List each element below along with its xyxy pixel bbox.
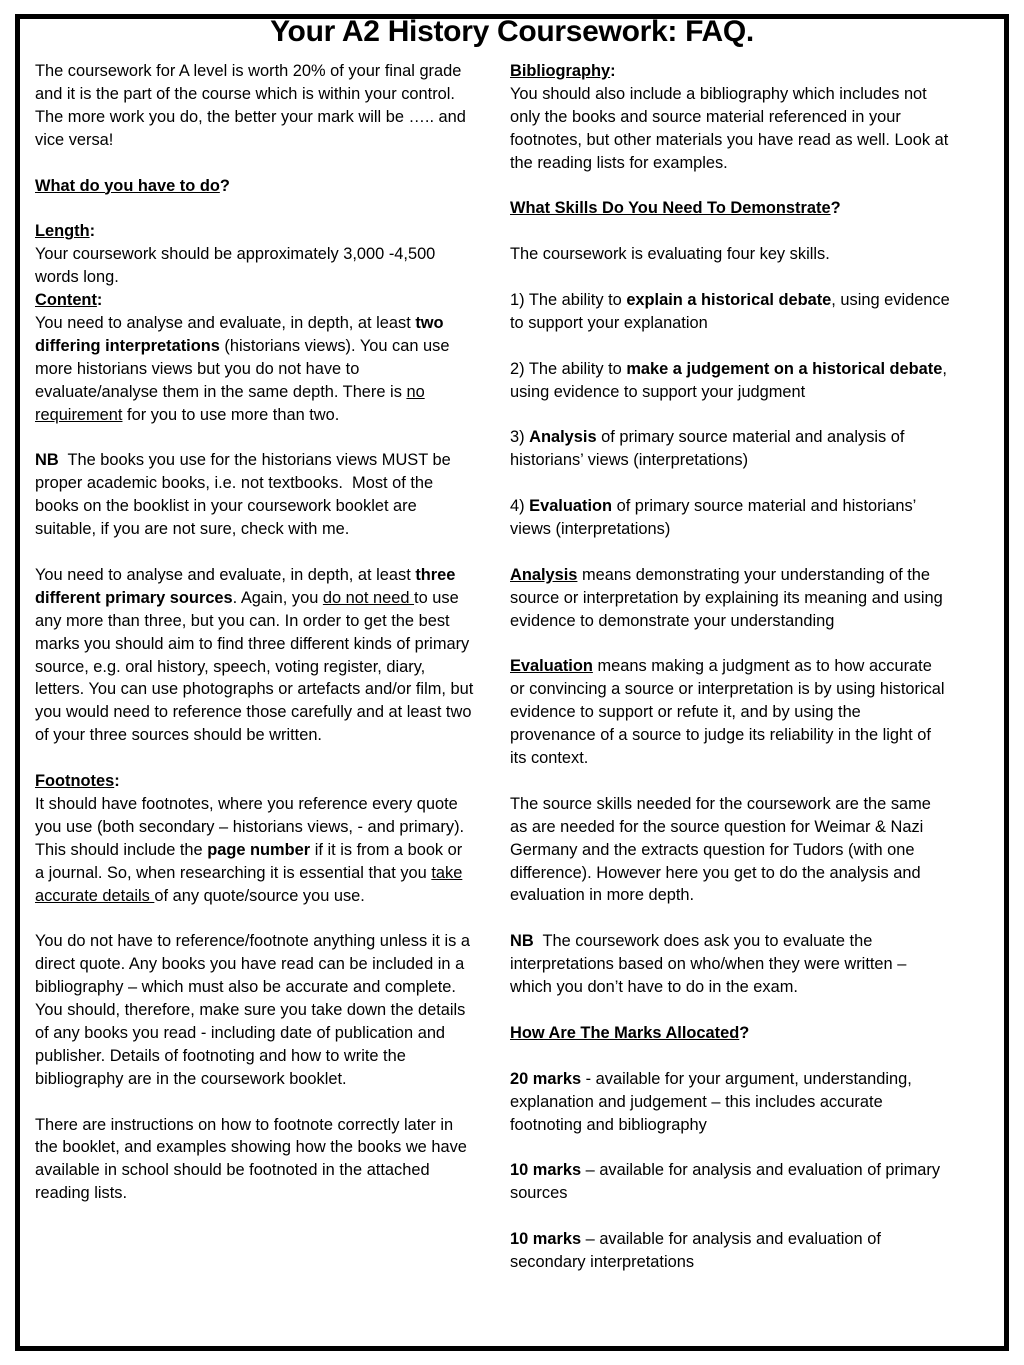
bibliography-paragraph: You should also include a bibliography which includes not only the books and source material referenced in your footnotes, but other materials you have read as well. Look at the reading lists for examples. — [510, 84, 949, 172]
length-heading: Length: — [35, 222, 96, 241]
content-paragraph-2: You need to analyse and evaluate, in depth, at least three different primary sources. Again, you do not need to use any more than three, but you can. In order to get the best marks you should aim to find three different kinds of primary source, e.g. oral history, speech, voting register, diary, letters. You can use photographs or artefacts and/or film, but you would need to reference those carefully and at least two of your three sources should be written. — [35, 565, 474, 745]
analysis-definition: Analysis means demonstrating your understanding of the source or interpretation by explaining its meaning and using evidence to demonstrate your understanding — [510, 565, 943, 630]
bibliography-heading: Bibliography: — [510, 62, 616, 80]
what-heading: What do you have to do? — [35, 176, 230, 195]
nb-paragraph: NB The books you use for the historians views MUST be proper academic books, i.e. not textbooks. Most of the books on the booklist in your coursework booklet are suitable, if you are not sure, check with me. — [35, 451, 456, 539]
evaluation-definition: Evaluation means making a judgment as to how accurate or convincing a source or interpretation is by using historical evidence to support or refute it, and by using the provenance of a source to judge its reliability in the light of its context. — [510, 657, 945, 768]
length-paragraph: Your coursework should be approximately 3,000 -4,500 words long. — [35, 245, 436, 287]
content-heading: Content: — [35, 291, 103, 310]
skills-intro: The coursework is evaluating four key skills. — [510, 245, 830, 264]
source-skills-paragraph: The source skills needed for the coursework are the same as are needed for the source question for Weimar & Nazi Germany and the extracts question for Tudors (with one difference). However here you get to do the analysis and evaluation in more depth. — [510, 794, 931, 905]
skill-3: 3) Analysis of primary source material and analysis of historians’ views (interpretations) — [510, 428, 905, 470]
footnotes-paragraph: It should have footnotes, where you reference every quote you use (both secondary – historians views, - and primary). This should include the page number if it is from a book or a journal. So, when researching it is essential that you take accurate details of any quote/source you use. — [35, 794, 465, 905]
right-column — [510, 60, 950, 1274]
footnotes-heading: Footnotes: — [35, 772, 120, 791]
page-title: Your A2 History Coursework: FAQ. — [270, 15, 754, 48]
marks-item-1: 20 marks - available for your argument, understanding, explanation and judgement – this includes accurate footnoting and bibliography — [510, 1069, 912, 1134]
skill-1: 1) The ability to explain a historical debate, using evidence to support your explanation — [510, 291, 950, 332]
instructions-paragraph: There are instructions on how to footnote correctly later in the booklet, and examples showing how the books we have available in school should be footnoted in the attached reading lists. — [35, 1115, 467, 1203]
marks-item-3: 10 marks – available for analysis and evaluation of secondary interpretations — [510, 1230, 881, 1271]
left-column — [35, 60, 475, 1205]
skill-4: 4) Evaluation of primary source material and historians’ views (interpretations) — [510, 497, 916, 539]
nb-paragraph-right: NB The coursework does ask you to evaluate the interpretations based on who/when they were written – which you don’t have to do in the exam. — [510, 932, 911, 997]
reference-paragraph: You do not have to reference/footnote anything unless it is a direct quote. Any books you have read can be included in a bibliography – which must also be accurate and complete. You should, therefore, make sure you take down the details of any books you read - including date of publication and publisher. Details of footnoting and how to write the bibliography are in the coursework booklet. — [35, 932, 470, 1088]
marks-heading: How Are The Marks Allocated? — [510, 1023, 750, 1042]
intro-paragraph: The coursework for A level is worth 20% of your final grade and it is the part of the course which is within your control. The more work you do, the better your mark will be ….. and vice versa! — [35, 62, 466, 149]
skills-heading: What Skills Do You Need To Demonstrate? — [510, 199, 841, 218]
content-paragraph-1: You need to analyse and evaluate, in depth, at least two differing interpretations (historians views). You can use more historians views but you do not have to evaluate/analyse them in the same depth. There is no requirement for you to use more than two. — [35, 313, 450, 424]
skill-2: 2) The ability to make a judgement on a historical debate, using evidence to support your judgment — [510, 359, 947, 401]
marks-item-2: 10 marks – available for analysis and evaluation of primary sources — [510, 1161, 941, 1203]
